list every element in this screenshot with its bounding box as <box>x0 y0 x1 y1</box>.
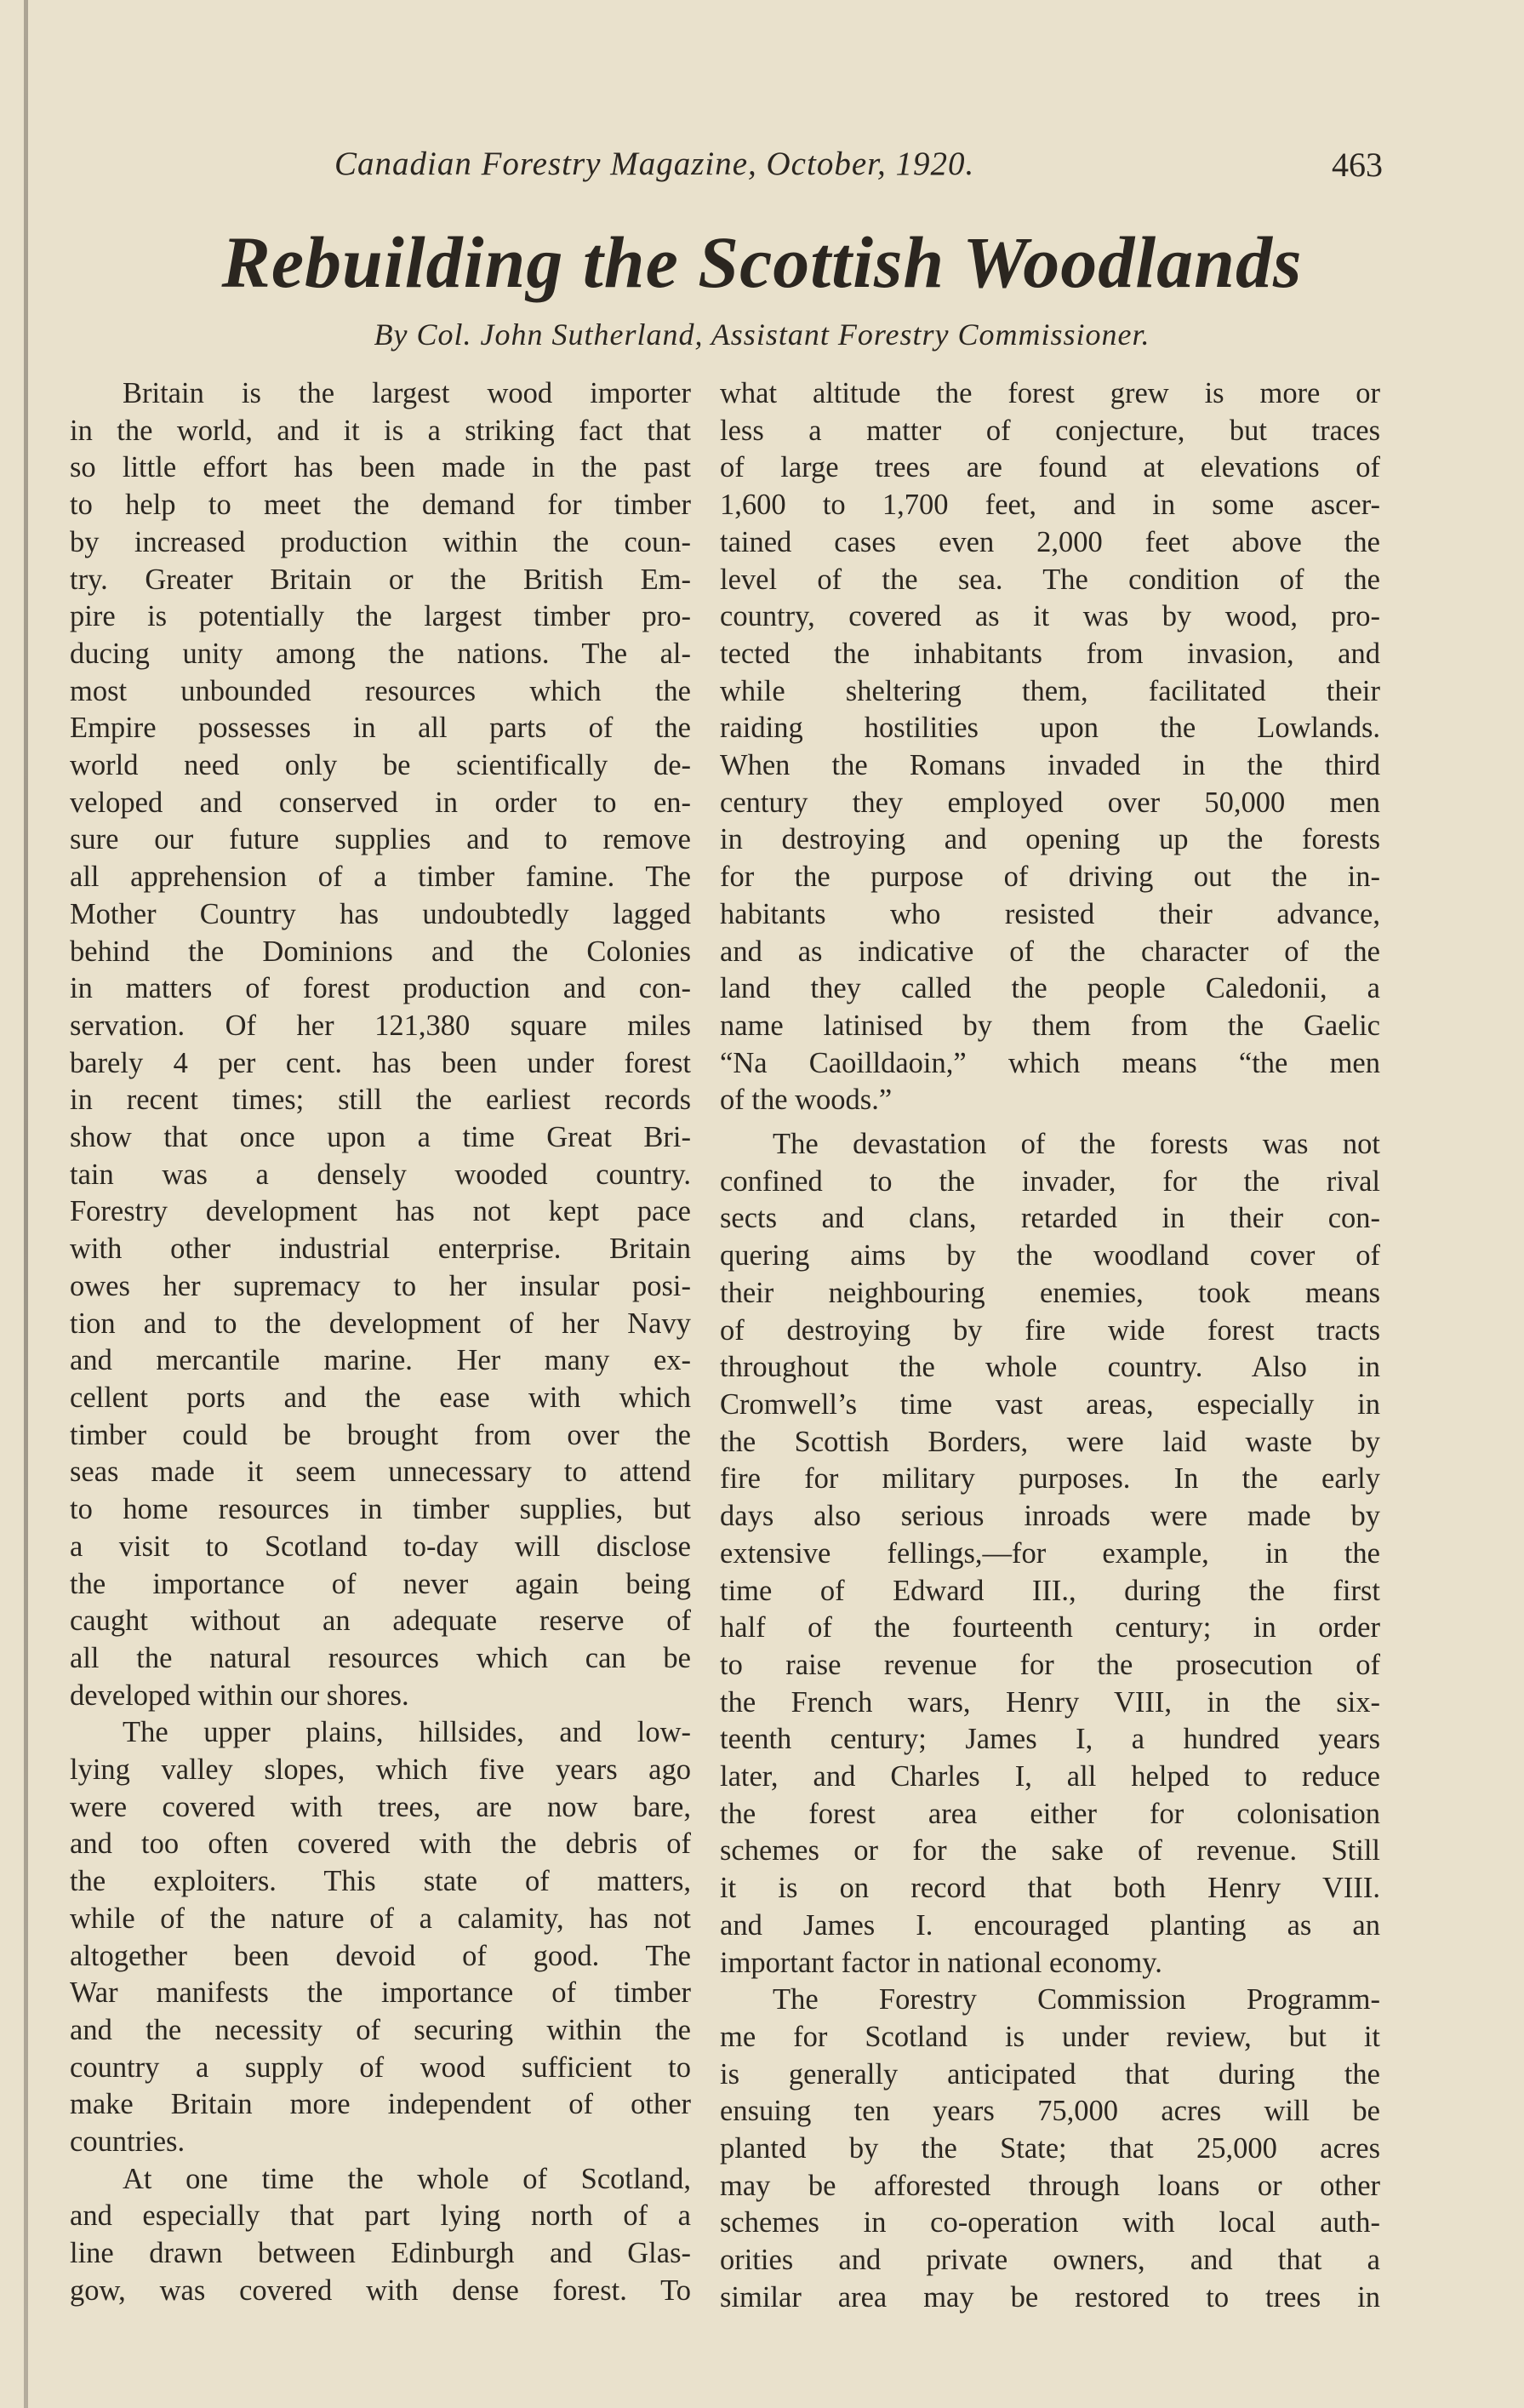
text-line: in destroying and opening up the forests <box>720 823 1380 856</box>
text-line: tected the inhabitants from invasion, and <box>720 637 1380 670</box>
text-line: later, and Charles I, all helped to reduce <box>720 1760 1380 1793</box>
text-line: their neighbouring enemies, took means <box>720 1276 1380 1309</box>
text-line: days also serious inroads were made by <box>720 1500 1380 1533</box>
text-line: to raise revenue for the prosecution of <box>720 1648 1380 1681</box>
text-line: ensuing ten years 75,000 acres will be <box>720 2095 1380 2128</box>
running-head <box>0 145 1524 196</box>
text-line: fire for military purposes. In the early <box>720 1462 1380 1496</box>
text-line: by increased production within the coun- <box>70 525 691 558</box>
text-line: level of the sea. The condition of the <box>720 563 1380 596</box>
text-line: name latinised by them from the Gaelic <box>720 1009 1380 1042</box>
text-line: Forestry development has not kept pace <box>70 1195 691 1228</box>
text-line: sects and clans, retarded in their con- <box>720 1202 1380 1235</box>
text-line: world need only be scientifically de- <box>70 749 691 782</box>
text-line: cellent ports and the ease with which <box>70 1381 691 1414</box>
text-line: land they called the people Caledonii, a <box>720 972 1380 1005</box>
text-line: raiding hostilities upon the Lowlands. <box>720 712 1380 745</box>
paragraph <box>720 375 1380 1119</box>
paragraph <box>720 1982 1380 2316</box>
text-line: War manifests the importance of timber <box>70 1976 691 2010</box>
text-line: gow, was covered with dense forest. To <box>70 2274 691 2307</box>
text-line: quering aims by the woodland cover of <box>720 1239 1380 1273</box>
text-line: owes her supremacy to her insular posi- <box>70 1269 691 1302</box>
text-line: line drawn between Edinburgh and Glas- <box>70 2237 691 2270</box>
text-line: When the Romans invaded in the third <box>720 749 1380 782</box>
text-line: for the purpose of driving out the in- <box>720 861 1380 894</box>
text-line: and the necessity of securing within the <box>70 2013 691 2046</box>
text-line: At one time the whole of Scotland, <box>123 2162 691 2195</box>
text-line: barely 4 per cent. has been under forest <box>70 1046 691 1079</box>
text-line: behind the Dominions and the Colonies <box>70 935 691 968</box>
text-line: the importance of never again being <box>70 1567 691 1600</box>
text-line: in matters of forest production and con- <box>70 972 691 1005</box>
text-line: teenth century; James I, a hundred years <box>720 1723 1380 1756</box>
text-line: the French wars, Henry VIII, in the six- <box>720 1685 1380 1719</box>
text-line: to help to meet the demand for timber <box>70 489 691 522</box>
left-column <box>70 375 691 2310</box>
text-line: less a matter of conjecture, but traces <box>720 414 1380 447</box>
text-line: habitants who resisted their advance, <box>720 897 1380 930</box>
text-line: sure our future supplies and to remove <box>70 823 691 856</box>
text-line: countries. <box>70 2125 186 2159</box>
text-line: century they employed over 50,000 men <box>720 786 1380 819</box>
text-line: time of Edward III., during the first <box>720 1574 1380 1607</box>
text-line: while sheltering them, facilitated their <box>720 674 1380 707</box>
byline: By Col. John Sutherland, Assistant Forestry Commissioner. <box>374 317 1150 352</box>
text-line: of destroying by fire wide forest tracts <box>720 1313 1380 1347</box>
text-line: extensive fellings,—for example, in the <box>720 1536 1380 1570</box>
text-line: and as indicative of the character of the <box>720 935 1380 968</box>
paragraph <box>720 1126 1380 1982</box>
text-line: is generally anticipated that during the <box>720 2057 1380 2091</box>
text-line: try. Greater Britain or the British Em- <box>70 563 691 596</box>
text-line: lying valley slopes, which five years ago <box>70 1753 691 1787</box>
text-line: with other industrial enterprise. Britain <box>70 1233 691 1266</box>
text-line: tained cases even 2,000 feet above the <box>720 525 1380 558</box>
text-line: of large trees are found at elevations of <box>720 451 1380 484</box>
text-line: what altitude the forest grew is more or <box>720 377 1380 409</box>
text-line: Empire possesses in all parts of the <box>70 712 691 745</box>
text-line: country, covered as it was by wood, pro- <box>720 600 1380 633</box>
text-line: and James I. encouraged planting as an <box>720 1908 1380 1942</box>
text-line: The upper plains, hillsides, and low- <box>123 1716 691 1749</box>
text-line: caught without an adequate reserve of <box>70 1604 691 1638</box>
text-line: me for Scotland is under review, but it <box>720 2020 1380 2053</box>
text-line: and mercantile marine. Her many ex- <box>70 1344 691 1377</box>
text-line: the forest area either for colonisation <box>720 1797 1380 1830</box>
text-line: most unbounded resources which the <box>70 674 691 707</box>
text-line: it is on record that both Henry VIII. <box>720 1872 1380 1905</box>
text-line: and especially that part lying north of a <box>70 2199 691 2233</box>
text-line: ducing unity among the nations. The al- <box>70 637 691 670</box>
article-title: Rebuilding the Scottish Woodlands <box>221 221 1303 303</box>
text-line: tion and to the development of her Navy <box>70 1307 691 1340</box>
text-line: confined to the invader, for the rival <box>720 1164 1380 1198</box>
text-line: developed within our shores. <box>70 1679 409 1712</box>
text-line: schemes in co-operation with local auth- <box>720 2206 1380 2239</box>
text-line: the exploiters. This state of matters, <box>70 1865 691 1898</box>
text-line: throughout the whole country. Also in <box>720 1351 1380 1384</box>
text-line: orities and private owners, and that a <box>720 2244 1380 2277</box>
text-line: were covered with trees, are now bare, <box>70 1790 691 1823</box>
text-line: in the world, and it is a striking fact that <box>70 414 691 447</box>
text-line: seas made it seem unnecessary to attend <box>70 1456 691 1489</box>
text-line: altogether been devoid of good. The <box>70 1939 691 1972</box>
text-line: country a supply of wood sufficient to <box>70 2051 691 2084</box>
text-line: 1,600 to 1,700 feet, and in some ascer- <box>720 489 1380 522</box>
text-line: schemes or for the sake of revenue. Still <box>720 1834 1380 1867</box>
text-line: Mother Country has undoubtedly lagged <box>70 897 691 930</box>
text-line: similar area may be restored to trees in <box>720 2280 1380 2314</box>
text-line: timber could be brought from over the <box>70 1418 691 1451</box>
text-line: Cromwell’s time vast areas, especially in <box>720 1387 1380 1421</box>
text-line: all apprehension of a timber famine. The <box>70 861 691 894</box>
page-number: 463 <box>1332 146 1383 184</box>
text-line: the Scottish Borders, were laid waste by <box>720 1425 1380 1458</box>
text-line: in recent times; still the earliest records <box>70 1084 691 1117</box>
text-line: planted by the State; that 25,000 acres <box>720 2132 1380 2165</box>
paragraph <box>70 375 691 1714</box>
text-line: The Forestry Commission Programm- <box>773 1983 1380 2016</box>
text-line: Britain is the largest wood importer <box>123 377 691 409</box>
right-column <box>720 375 1380 2317</box>
text-line: tain was a densely wooded country. <box>70 1158 691 1191</box>
paragraph <box>70 1714 691 2160</box>
text-line: pire is potentially the largest timber pro- <box>70 600 691 633</box>
text-line: veloped and conserved in order to en- <box>70 786 691 819</box>
text-line: servation. Of her 121,380 square miles <box>70 1009 691 1042</box>
text-line: and too often covered with the debris of <box>70 1827 691 1861</box>
text-line: may be afforested through loans or other <box>720 2169 1380 2202</box>
text-line: make Britain more independent of other <box>70 2088 691 2121</box>
text-line: of the woods.” <box>720 1084 893 1117</box>
text-line: The devastation of the forests was not <box>773 1128 1380 1161</box>
text-line: so little effort has been made in the past <box>70 451 691 484</box>
text-line: show that once upon a time Great Bri- <box>70 1121 691 1154</box>
paragraph <box>70 2161 691 2310</box>
text-line: half of the fourteenth century; in order <box>720 1611 1380 1644</box>
paragraph-gap <box>720 1119 1380 1126</box>
text-line: to home resources in timber supplies, but <box>70 1493 691 1526</box>
text-line: all the natural resources which can be <box>70 1641 691 1674</box>
text-line: a visit to Scotland to-day will disclose <box>70 1530 691 1563</box>
text-line: important factor in national economy. <box>720 1946 1162 1979</box>
journal-title: Canadian Forestry Magazine, October, 1920. <box>334 146 975 182</box>
text-line: “Na Caoilldaoin,” which means “the men <box>720 1046 1380 1079</box>
page-binding-edge <box>24 0 28 2408</box>
text-line: while of the nature of a calamity, has not <box>70 1902 691 1935</box>
